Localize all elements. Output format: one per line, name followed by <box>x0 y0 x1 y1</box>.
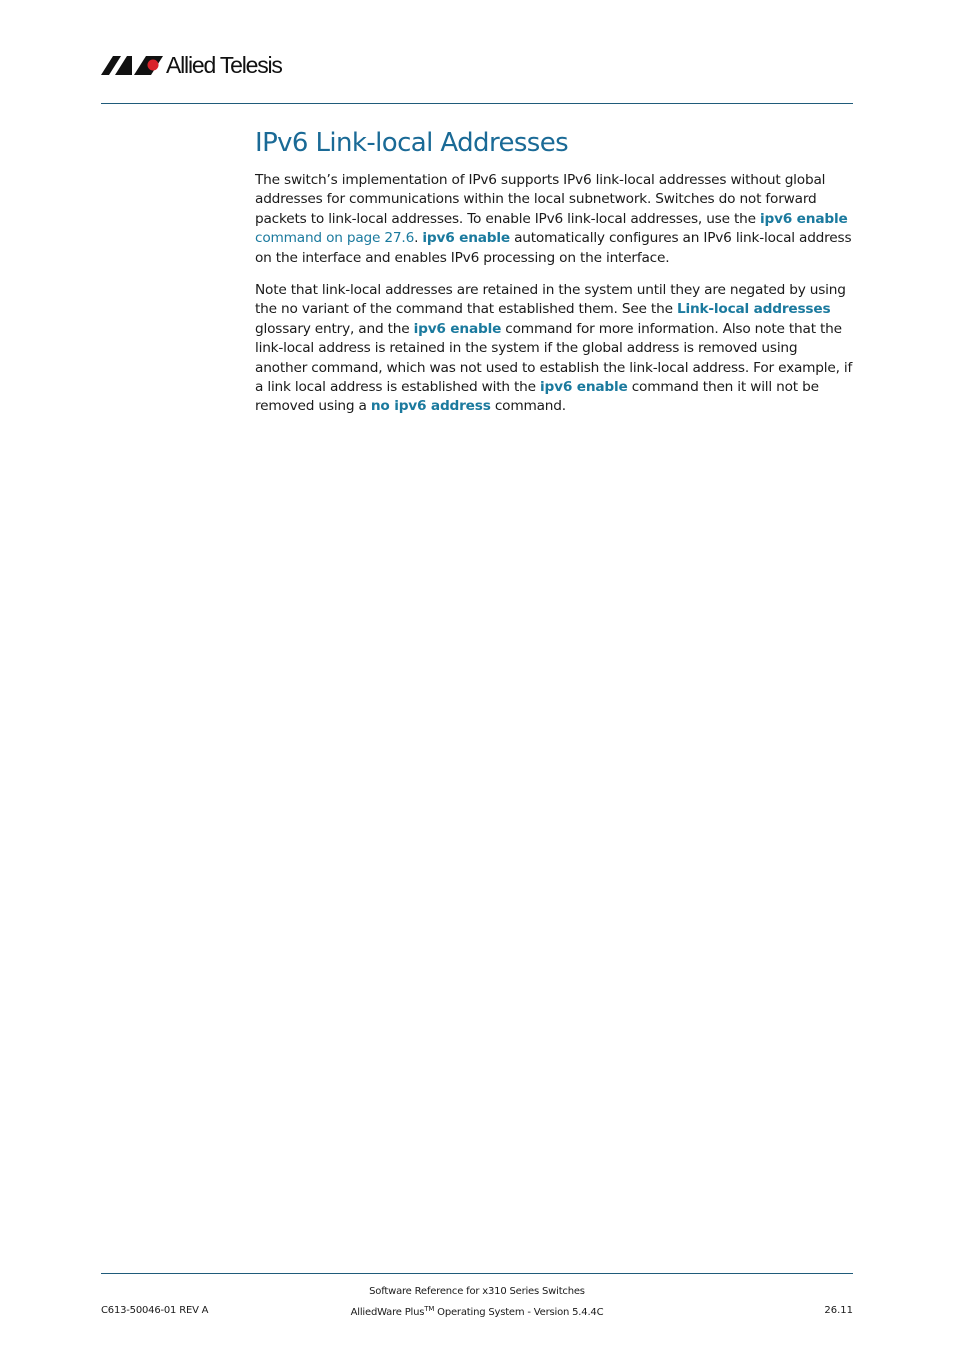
command-page-link[interactable]: command on page 27.6 <box>255 230 415 247</box>
header-divider <box>101 103 853 104</box>
os-name: AlliedWare Plus <box>350 1307 425 1318</box>
text: glossary entry, and the <box>255 320 414 337</box>
ipv6-enable-link[interactable]: ipv6 enable <box>540 379 628 396</box>
allied-telesis-logo-icon <box>101 53 163 77</box>
page-title: IPv6 Link-local Addresses <box>255 128 569 158</box>
ipv6-enable-link[interactable]: ipv6 enable <box>759 210 848 227</box>
footer-os-version <box>0 1305 954 1318</box>
link-local-addresses-link[interactable]: Link-local addresses <box>676 301 831 318</box>
text: . <box>414 230 423 247</box>
logo-text: Allied Telesis <box>166 52 282 78</box>
text: command for more information. Also note that the link-local address is retained in the system if the global address is removed using another command, which was not used to establish the link-local address. For example, if a link local address is established with the <box>255 320 853 396</box>
ipv6-enable-link[interactable]: ipv6 enable <box>422 230 510 247</box>
no-ipv6-address-link[interactable]: no ipv6 address <box>370 398 491 415</box>
footer-doc-code: C613-50046-01 REV A <box>101 1305 209 1316</box>
text: command. <box>490 398 566 415</box>
page-number: 26.11 <box>824 1305 853 1316</box>
paragraph-2 <box>255 281 853 417</box>
ipv6-enable-link[interactable]: ipv6 enable <box>413 320 502 337</box>
os-version: Operating System - Version 5.4.4C <box>434 1307 604 1318</box>
text: The switch’s implementation of IPv6 supports IPv6 link-local addresses without global addresses for communications within the local subnetwork. Switches do not forward packets to link-local addresses. To enable IPv6 link-local addresses, use the <box>255 172 826 227</box>
company-logo <box>101 52 282 78</box>
main-content <box>255 124 853 430</box>
footer-divider <box>101 1273 853 1274</box>
text: Note that link-local addresses are retained in the system until they are negated by using the no variant of the command that established them. See the <box>255 282 846 318</box>
footer-doc-title: Software Reference for x310 Series Switches <box>369 1286 585 1297</box>
trademark: TM <box>424 1305 435 1313</box>
text: automatically configures an IPv6 link-local address on the interface and enables IPv6 processing on the interface. <box>255 230 852 266</box>
paragraph-1 <box>255 171 853 268</box>
text: command then it will not be removed using a <box>255 379 819 415</box>
